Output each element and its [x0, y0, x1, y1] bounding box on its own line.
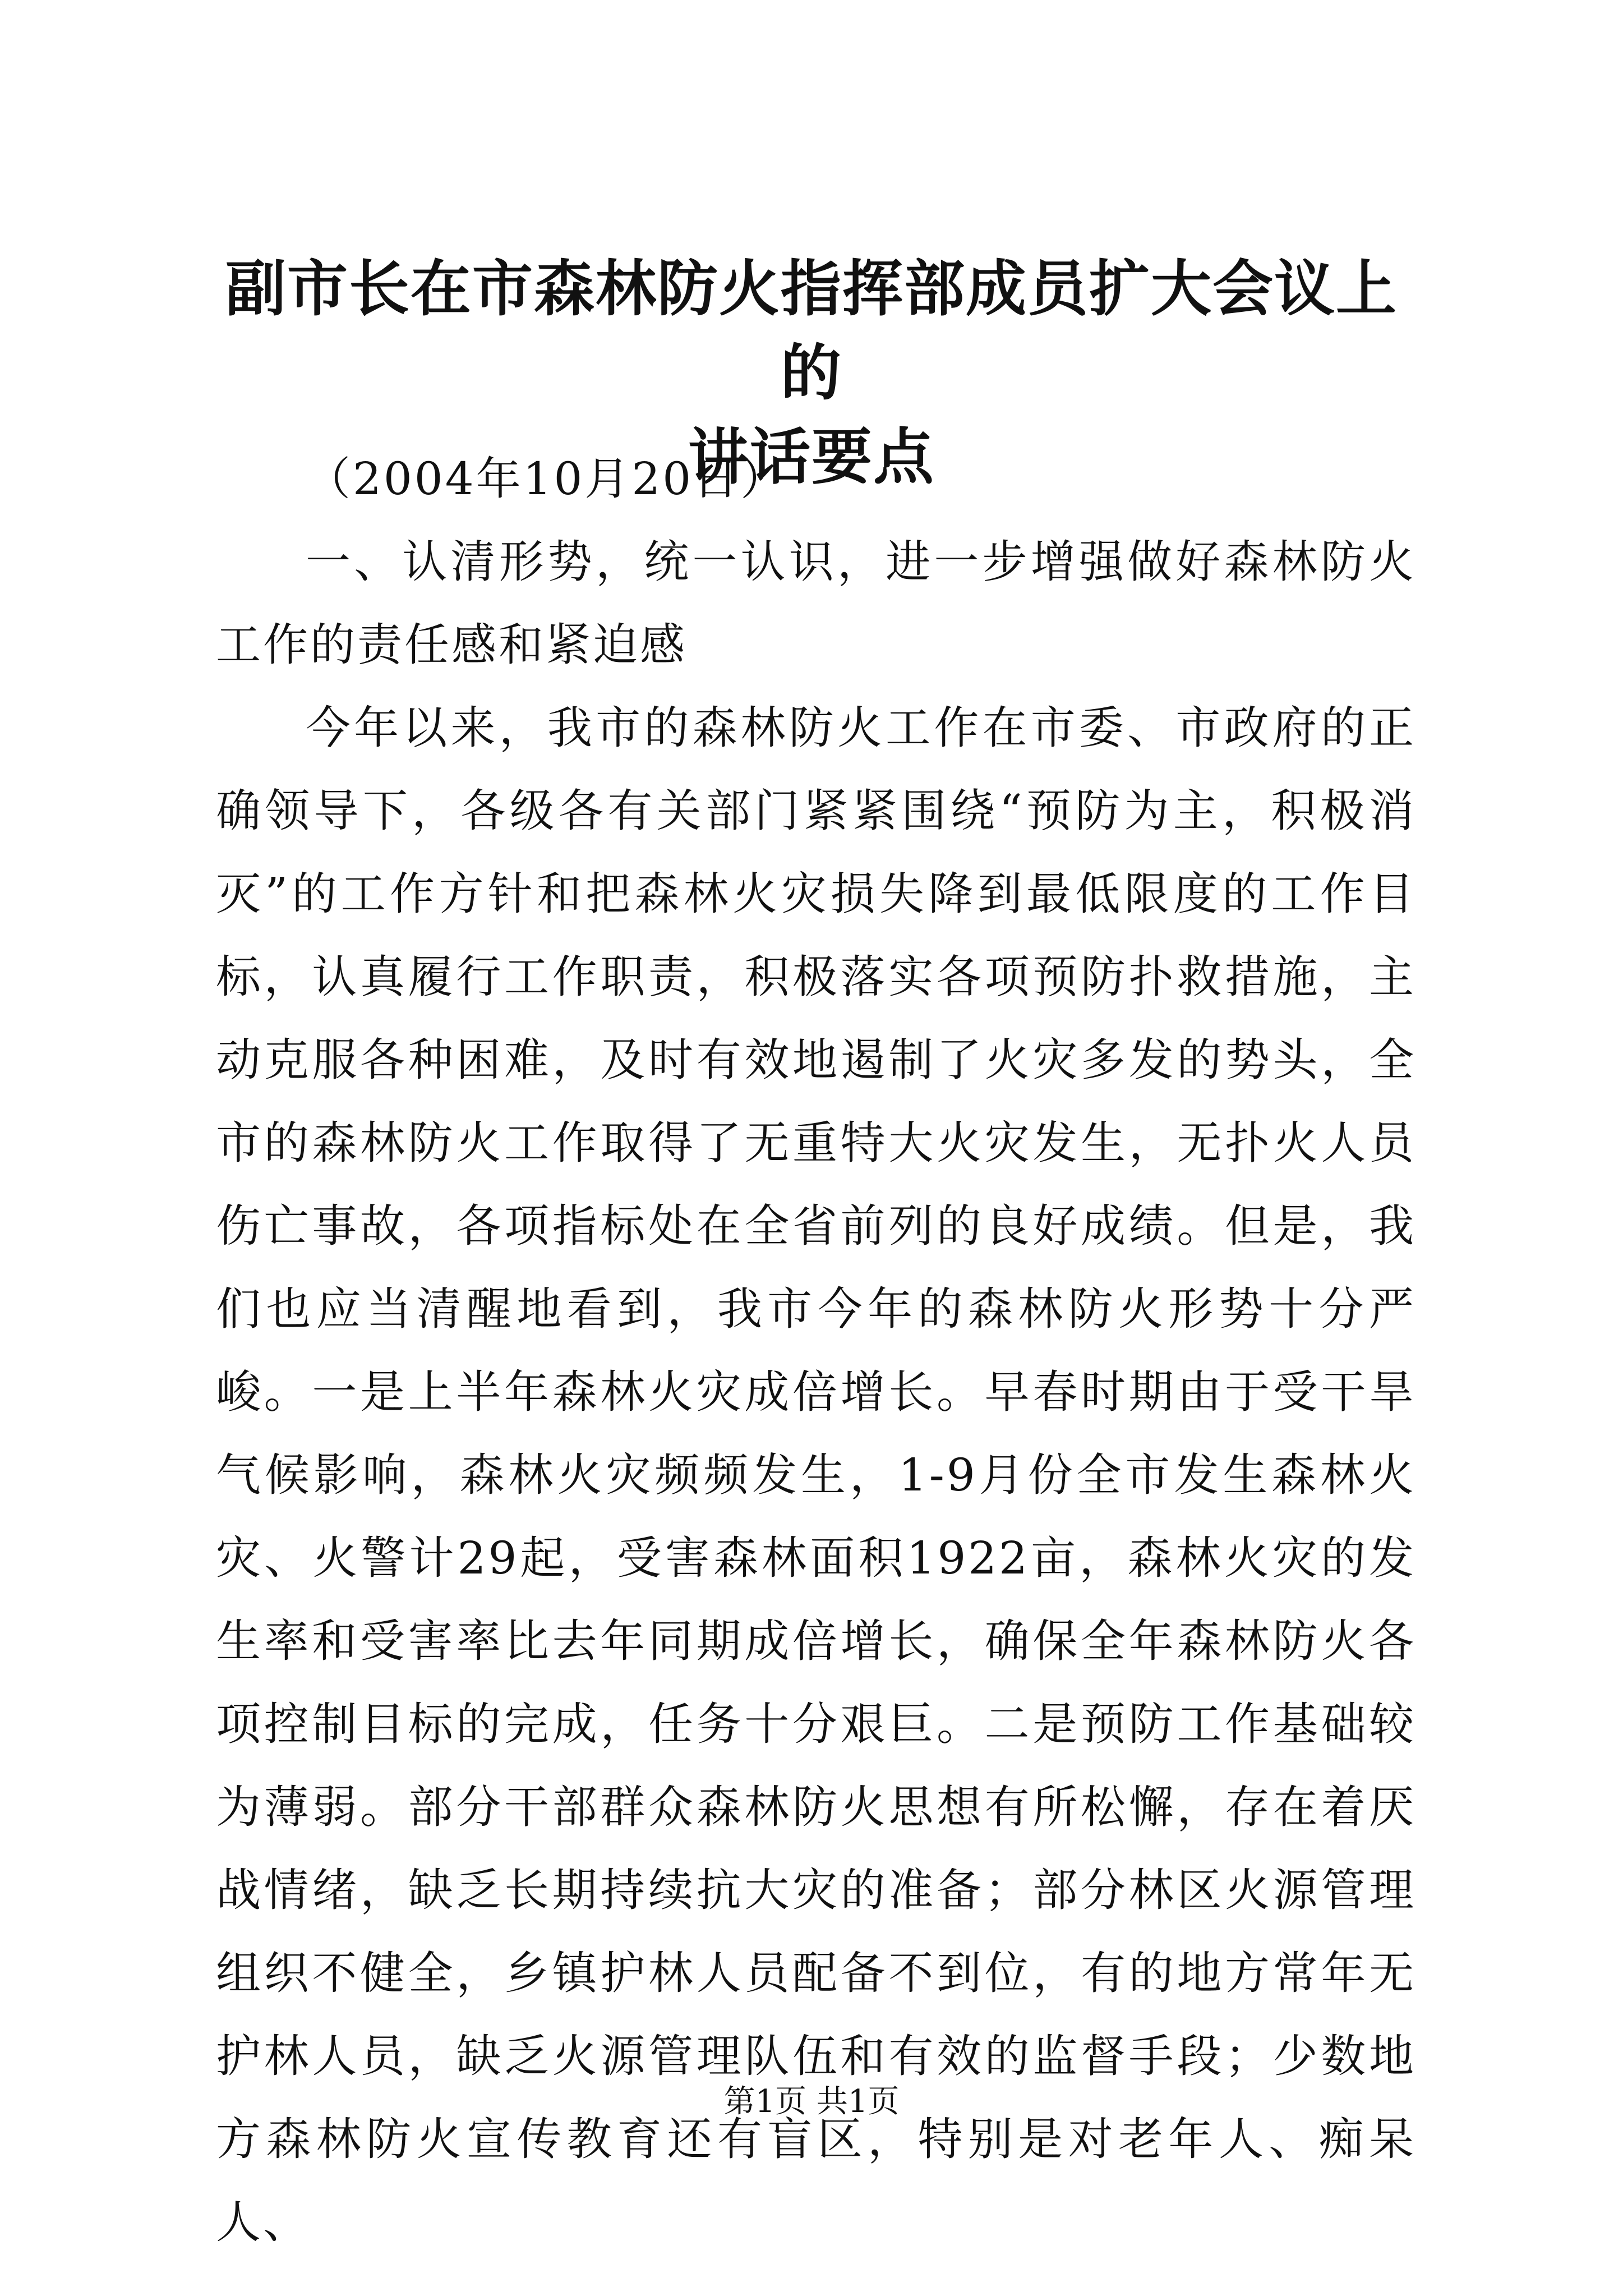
document-body — [216, 438, 1416, 2264]
body-paragraph-1: 今年以来，我市的森林防火工作在市委、市政府的正确领导下，各级各有关部门紧紧围绕“预防为主，积极消灭”的工作方针和把森林火灾损失降到最低限度的工作目标，认真履行工作职责，积极落实各项预防扑救措施，主动克服各种困难，及时有效地遏制了火灾多发的势头，全市的森林防火工作取得了无重特大火灾发生，无扑火人员伤亡事故，各项指标处在全省前列的良好成绩。但是，我们也应当清醒地看到，我市今年的森林防火形势十分严峻。一是上半年森林火灾成倍增长。早春时期由于受干旱气候影响，森林火灾频频发生，1-9月份全市发生森林火灾、火警计29起，受害森林面积1922亩，森林火灾的发生率和受害率比去年同期成倍增长，确保全年森林防火各项控制目标的完成，任务十分艰巨。二是预防工作基础较为薄弱。部分干部群众森林防火思想有所松懈，存在着厌战情绪，缺乏长期持续抗大灾的准备；部分林区火源管理组织不健全，乡镇护林人员配备不到位，有的地方常年无护林人员，缺乏火源管理队伍和有效的监督手段；少数地方森林防火宣传教育还有盲区，特别是对老年人、痴呆人、 — [216, 702, 1416, 2248]
page-footer: 第1页 共1页 — [723, 2083, 900, 2120]
title-line-1: 副市长在市森林防火指挥部成员扩大会议上的 — [225, 254, 1398, 408]
date-line: （2004年10月20日） — [306, 453, 788, 505]
section-heading-1: 一、认清形势，统一认识，进一步增强做好森林防火工作的责任感和紧迫感 — [216, 536, 1416, 671]
title-line-2: 讲话要点 — [688, 422, 935, 493]
